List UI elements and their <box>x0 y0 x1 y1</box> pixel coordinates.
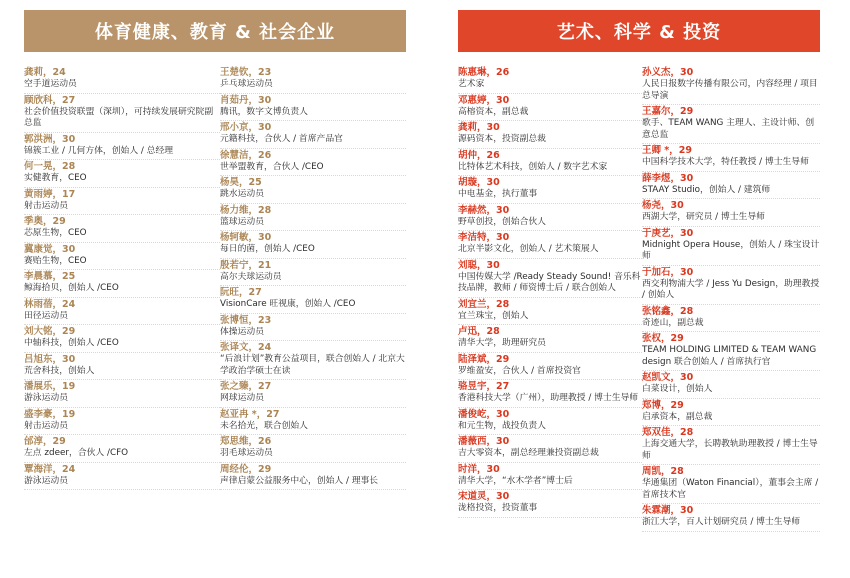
person-name-age: 赵亚冉 *，27 <box>220 408 280 420</box>
person-description: 左点 zdeer，合伙人 /CFO <box>24 448 129 458</box>
divider <box>458 379 642 380</box>
divider <box>642 331 820 332</box>
divider <box>642 143 820 144</box>
person-description: 篮球运动员 <box>220 216 264 227</box>
list-item <box>220 150 406 177</box>
list-item <box>220 122 406 149</box>
person-name-age: 宋道灵，30 <box>458 491 510 502</box>
person-name-age: 郑思维，26 <box>220 436 272 447</box>
person-description: 上海交通大学，长聘教轨助理教授 / 博士生导师 <box>642 439 818 461</box>
person-name-age: 冀康觉，30 <box>24 243 76 255</box>
divider <box>24 159 220 160</box>
person-description: 游泳运动员 <box>24 475 68 486</box>
divider <box>220 203 406 204</box>
person-name-age: 黄雨婷，17 <box>24 188 76 200</box>
divider <box>458 230 642 231</box>
divider <box>24 379 220 380</box>
list-item <box>220 381 406 408</box>
person-description: 中国科学技术大学，特任教授 / 博士生导师 <box>642 157 809 167</box>
person-description: 每日的菌，创始人 /CEO <box>220 244 315 254</box>
person-description: 芯原生物，CEO <box>24 228 87 238</box>
list-item <box>24 95 220 133</box>
person-name-age: 杨尧，30 <box>642 200 684 211</box>
list-item <box>458 299 642 326</box>
divider <box>24 132 220 133</box>
person-description: 华通集团（Waton Financial），董事会主席 / 首席技术官 <box>642 478 819 500</box>
person-description: 体操运动员 <box>220 326 264 337</box>
list-item <box>220 287 406 314</box>
list-item <box>458 381 642 408</box>
person-name-age: 肖茹丹，30 <box>220 94 272 106</box>
divider <box>458 203 642 204</box>
person-name-age: 殷若宁，21 <box>220 259 272 271</box>
list-item <box>24 161 220 188</box>
divider <box>458 462 642 463</box>
list-item <box>458 150 642 177</box>
person-name-age: 杨力维，28 <box>220 204 272 216</box>
divider <box>24 187 220 188</box>
right-panel <box>458 10 820 527</box>
person-description: 中轴科技，创始人 /CEO <box>24 338 119 348</box>
person-description: 白菜设计，创始人 <box>642 384 713 394</box>
divider <box>220 120 406 121</box>
person-name-age: 于加石，30 <box>642 266 694 278</box>
list-item <box>458 260 642 298</box>
person-name-age: 杨昊，25 <box>220 177 262 188</box>
person-description: 人民日报数字传播有限公司，内容经理 / 项目总导演 <box>642 79 818 101</box>
person-description: 西交利物浦大学 / Jess Yu Design，助理教授 / 创始人 <box>642 278 820 300</box>
person-description: 吉大零资本，副总经理兼投资副总裁 <box>458 448 599 458</box>
list-item <box>458 326 642 353</box>
divider <box>458 324 642 325</box>
list-item <box>24 436 220 463</box>
person-description: 源码资本，投资副总裁 <box>458 134 546 144</box>
list-item <box>24 464 220 491</box>
person-description: 清华大学，“水木学者”博士后 <box>458 475 573 486</box>
divider <box>24 269 220 270</box>
person-name-age: 时洋，30 <box>458 463 500 475</box>
person-description: 声律启蒙公益服务中心，创始人 / 理事长 <box>220 475 379 486</box>
person-name-age: 林雨蓓，24 <box>24 298 76 310</box>
person-name-age: 陈惠琳，26 <box>458 67 510 78</box>
list-item <box>220 205 406 232</box>
person-description: 西湖大学，研究员 / 博士生导师 <box>642 212 765 222</box>
divider <box>24 489 220 490</box>
list-item <box>220 464 406 491</box>
list-item <box>24 326 220 353</box>
person-name-age: 李赫然，30 <box>458 204 510 216</box>
left-column-1 <box>24 67 220 491</box>
person-name-age: 郭洪洲，30 <box>24 133 76 145</box>
divider <box>24 434 220 435</box>
list-item <box>24 67 220 94</box>
person-description: 腾讯，数字文博负责人 <box>220 106 308 117</box>
list-item <box>220 315 406 342</box>
person-name-age: 邰淳，29 <box>24 436 66 447</box>
divider <box>642 425 820 426</box>
divider <box>24 214 220 215</box>
divider <box>458 407 642 408</box>
person-description: TEAM HOLDING LIMITED & TEAM WANG design 联合创始人 / 首席执行官 <box>642 345 817 367</box>
divider <box>24 93 220 94</box>
divider <box>220 489 406 490</box>
divider <box>458 434 642 435</box>
list-item <box>220 260 406 287</box>
right-panel-title: 艺术、科学 & 投资 <box>458 10 820 52</box>
divider <box>24 407 220 408</box>
divider <box>220 285 406 286</box>
person-name-age: 张权，29 <box>642 333 684 344</box>
person-name-age: 卢迅，28 <box>458 326 500 337</box>
list-item <box>24 244 220 271</box>
divider <box>220 434 406 435</box>
list-item <box>220 177 406 204</box>
divider <box>220 407 406 408</box>
person-description: 启承资本，副总裁 <box>642 411 713 422</box>
list-item <box>24 271 220 298</box>
person-description: 中国传媒大学 /Ready Steady Sound! 音乐科技品牌，教师 / 师资博士后 / 联合创始人 <box>458 271 641 293</box>
person-name-age: 周凯，28 <box>642 466 684 477</box>
list-item <box>642 106 820 144</box>
person-description: 空手道运动员 <box>24 79 77 89</box>
divider <box>458 297 642 298</box>
list-item <box>642 67 820 105</box>
person-description: 香港科技大学（广州），助理教授 / 博士生导师 <box>458 393 639 403</box>
person-name-age: 周经伦，29 <box>220 463 272 475</box>
person-description: 歌手、TEAM WANG 主理人、主设计师、创意总监 <box>642 118 815 140</box>
person-name-age: 薛李煜，30 <box>642 172 694 184</box>
list-item <box>24 299 220 326</box>
list-item <box>458 464 642 491</box>
list-item <box>220 95 406 122</box>
person-description: 未名拾光，联合创始人 <box>220 420 308 431</box>
person-description: 田径运动员 <box>24 310 68 321</box>
person-description: 宜兰珠宝，创始人 <box>458 310 529 321</box>
person-description: 社会价值投资联盟（深圳），可持续发展研究院副总监 <box>24 106 214 128</box>
divider <box>220 462 406 463</box>
person-name-age: 杨轲敏，30 <box>220 232 272 243</box>
divider <box>458 120 642 121</box>
person-description: 奇迹山，副总裁 <box>642 317 704 328</box>
person-name-age: 张之臻，27 <box>220 381 272 392</box>
list-item <box>24 216 220 243</box>
divider <box>642 304 820 305</box>
person-description: 乒乓球运动员 <box>220 79 273 89</box>
list-item <box>458 491 642 518</box>
divider <box>458 148 642 149</box>
person-name-age: 张铭鑫，28 <box>642 305 694 317</box>
person-name-age: 季奥，29 <box>24 216 66 227</box>
divider <box>220 379 406 380</box>
list-item <box>24 381 220 408</box>
list-item <box>642 372 820 399</box>
person-name-age: 刘聪，30 <box>458 259 500 271</box>
divider <box>642 226 820 227</box>
left-panel-title: 体育健康、教育 & 社会企业 <box>24 10 406 52</box>
divider <box>642 370 820 371</box>
person-description: 高榕资本，副总裁 <box>458 106 529 117</box>
person-name-age: 吕旭东，30 <box>24 353 76 365</box>
person-description: 艺术家 <box>458 79 485 89</box>
person-name-age: 郑双佳，28 <box>642 427 694 438</box>
person-name-age: 张博恒，23 <box>220 314 272 326</box>
divider <box>220 340 406 341</box>
divider <box>458 352 642 353</box>
person-name-age: 朱霖潮，30 <box>642 505 694 516</box>
person-description: 野草创投，创始合伙人 <box>458 216 546 227</box>
list-item <box>24 189 220 216</box>
divider <box>220 148 406 149</box>
divider <box>220 258 406 259</box>
list-item <box>458 232 642 259</box>
person-name-age: 张译文，24 <box>220 342 272 353</box>
divider <box>24 242 220 243</box>
person-name-age: 阮旺，27 <box>220 287 262 298</box>
divider <box>642 104 820 105</box>
person-description: VisionCare 旺视康，创始人 /CEO <box>220 299 356 309</box>
person-description: Midnight Opera House，创始人 / 珠宝设计师 <box>642 239 820 261</box>
person-name-age: 胡仲，26 <box>458 149 500 161</box>
person-name-age: 赵凯文，30 <box>642 372 694 383</box>
list-item <box>642 400 820 427</box>
list-item <box>642 267 820 305</box>
person-description: 清华大学，助理研究员 <box>458 338 546 348</box>
person-description: “后浪计划”教育公益项目，联合创始人 / 北京大学政治学硕士在读 <box>220 354 405 376</box>
divider <box>642 531 820 532</box>
divider <box>24 297 220 298</box>
divider <box>24 462 220 463</box>
person-description: 元籍科技，合伙人 / 首席产品官 <box>220 134 343 144</box>
list-item <box>24 354 220 381</box>
person-name-age: 王卿 *，29 <box>642 145 692 156</box>
person-description: 和元生物，战投负责人 <box>458 420 546 431</box>
person-description: 比特体艺术科技，创始人 / 数字艺术家 <box>458 161 608 172</box>
list-item <box>220 436 406 463</box>
person-name-age: 刘大铭，29 <box>24 326 76 337</box>
divider <box>24 324 220 325</box>
divider <box>458 93 642 94</box>
person-name-age: 王楚钦，23 <box>220 67 272 78</box>
person-name-age: 潘展乐，19 <box>24 381 76 392</box>
divider <box>220 230 406 231</box>
person-name-age: 于庚艺，30 <box>642 227 694 239</box>
person-description: 北京半影文化，创始人 / 艺术策展人 <box>458 244 599 254</box>
list-item <box>642 306 820 333</box>
list-item <box>642 173 820 200</box>
person-name-age: 邓惠婷，30 <box>458 94 510 106</box>
person-name-age: 何一晃，28 <box>24 161 76 172</box>
person-name-age: 刘宜兰，28 <box>458 298 510 310</box>
list-item <box>220 67 406 94</box>
person-description: 浙江大学，百人计划研究员 / 博士生导师 <box>642 517 801 527</box>
person-name-age: 邢小京，30 <box>220 122 272 133</box>
list-item <box>458 436 642 463</box>
person-description: 泷格投资，投资董事 <box>458 503 538 513</box>
right-column-2 <box>642 67 820 533</box>
list-item <box>220 409 406 436</box>
person-description: 中电基金，执行董事 <box>458 189 538 199</box>
list-item <box>220 232 406 259</box>
person-name-age: 潘俊屹，30 <box>458 408 510 420</box>
person-description: 世举盟教育，合伙人 /CEO <box>220 161 324 172</box>
person-description: 鲸海拾贝，创始人 /CEO <box>24 283 119 293</box>
person-description: 荒舍科技，创始人 <box>24 365 95 376</box>
list-item <box>458 122 642 149</box>
divider <box>642 503 820 504</box>
divider <box>458 258 642 259</box>
person-description: 射击运动员 <box>24 200 68 211</box>
person-name-age: 盛李豪，19 <box>24 408 76 420</box>
divider <box>458 517 642 518</box>
list-item <box>458 205 642 232</box>
divider <box>220 313 406 314</box>
person-name-age: 骆昱宇，27 <box>458 381 510 392</box>
person-name-age: 徐慧洁，26 <box>220 149 272 161</box>
person-description: 射击运动员 <box>24 420 68 431</box>
list-item <box>220 342 406 380</box>
person-name-age: 李洁特，30 <box>458 232 510 243</box>
person-name-age: 胡璇，30 <box>458 177 500 188</box>
list-item <box>642 200 820 227</box>
list-item <box>458 177 642 204</box>
person-description: 游泳运动员 <box>24 393 68 403</box>
person-description: 羽毛球运动员 <box>220 448 273 458</box>
left-column-2 <box>220 67 406 491</box>
divider <box>642 171 820 172</box>
list-item <box>642 228 820 266</box>
person-name-age: 郑博，29 <box>642 399 684 411</box>
list-item <box>24 409 220 436</box>
left-panel <box>24 10 406 486</box>
person-name-age: 王嘉尔，29 <box>642 106 694 117</box>
person-description: STAAY Studio，创始人 / 建筑师 <box>642 184 771 195</box>
person-description: 锦簇工业 / 几何方体，创始人 / 总经理 <box>24 145 174 156</box>
person-name-age: 顾欣科，27 <box>24 94 76 106</box>
person-description: 实健教育，CEO <box>24 173 87 183</box>
list-item <box>458 354 642 381</box>
divider <box>24 352 220 353</box>
right-column-1 <box>458 67 642 533</box>
divider <box>642 464 820 465</box>
person-description: 跳水运动员 <box>220 189 264 199</box>
list-item <box>642 333 820 371</box>
person-description: 罗维盈安，合伙人 / 首席投资官 <box>458 365 581 376</box>
person-name-age: 李晨慕，25 <box>24 271 76 282</box>
divider <box>642 265 820 266</box>
person-name-age: 龚莉，24 <box>24 67 66 78</box>
list-item <box>642 427 820 465</box>
person-name-age: 龚莉，30 <box>458 122 500 133</box>
divider <box>458 489 642 490</box>
list-item <box>458 95 642 122</box>
divider <box>458 175 642 176</box>
list-item <box>24 134 220 161</box>
list-item <box>642 505 820 532</box>
person-description: 赛贻生物，CEO <box>24 255 87 266</box>
divider <box>220 175 406 176</box>
person-name-age: 陆泽斌，29 <box>458 353 510 365</box>
person-description: 高尔夫球运动员 <box>220 271 282 282</box>
person-name-age: 覃海洋，24 <box>24 463 76 475</box>
divider <box>642 198 820 199</box>
person-name-age: 孙义杰，30 <box>642 67 694 78</box>
list-item <box>458 67 642 94</box>
divider <box>220 93 406 94</box>
list-item <box>642 145 820 172</box>
list-item <box>642 466 820 504</box>
list-item <box>458 409 642 436</box>
person-description: 网球运动员 <box>220 393 264 403</box>
divider <box>642 398 820 399</box>
person-name-age: 潘薇西，30 <box>458 436 510 447</box>
